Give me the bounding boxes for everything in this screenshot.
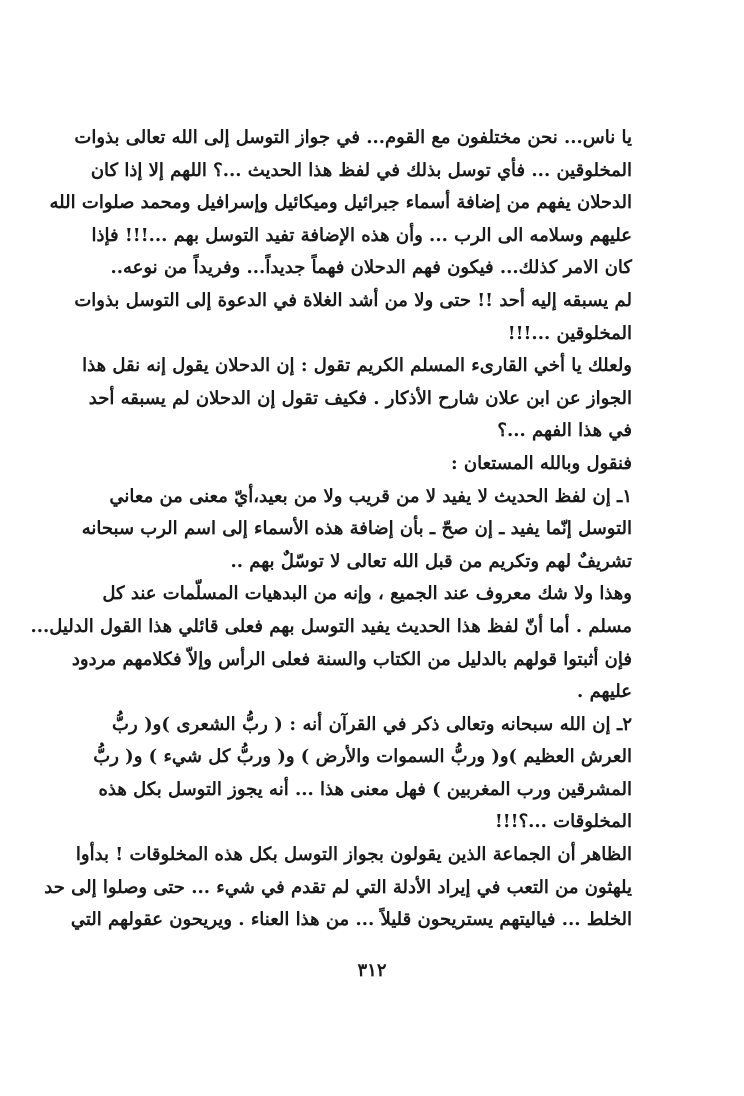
text-line: فإن أثبتوا قولهم بالدليل من الكتاب والسنة فعلى الرأس وإلاّ فكلامهم مردود: [71, 648, 632, 670]
text-line: المشرقين ورب المغربين ) فهل معنى هذا ... أنه يجوز التوسل بكل هذه: [98, 778, 632, 800]
text-line: المخلوقين ... فأي توسل بذلك في لفظ هذا الحديث ...؟ اللهم إلا إذا كان: [90, 159, 632, 181]
body-text: [30, 122, 632, 937]
text-line: المخلوقين ...!!!: [507, 322, 632, 344]
text-line: وهذا ولا شك معروف عند الجميع ، وإنه من البدهيات المسلّمات عند كل: [102, 583, 632, 605]
text-line: التوسل إنّما يفيد ـ إن صحّ ـ بأن إضافة هذه الأسماء إلى اسم الرب سبحانه: [81, 518, 632, 540]
text-line: تشريفٌ لهم وتكريم من قبل الله تعالى لا توسّلٌ بهم ..: [230, 550, 632, 572]
text-line: الخلط ... فياليتهم يستريحون قليلاً ... من هذا العناء . ويريحون عقولهم التي: [70, 909, 632, 931]
page-number: ٣١٢: [357, 960, 387, 981]
text-line: في هذا الفهم ...؟: [497, 420, 632, 442]
text-line: كان الامر كذلك... فيكون فهم الدحلان فهماً جديداً... وفريداً من نوعه..: [110, 257, 632, 279]
text-line: عليهم وسلامه الى الرب ... وأن هذه الإضافة تفيد التوسل بهم ...!!! فإذا: [91, 224, 632, 246]
text-line: مسلم . أما أنّ لفظ هذا الحديث يفيد التوسل بهم فعلى قائلي هذا القول الدليل...: [30, 615, 632, 637]
text-line: يا ناس... نحن مختلفون مع القوم... في جواز التوسل إلى الله تعالى بذوات: [74, 127, 632, 148]
text-line: فنقول وبالله المستعان :: [450, 452, 632, 474]
text-line: الجواز عن ابن علان شارح الأذكار . فكيف تقول إن الدحلان لم يسبقه أحد: [88, 387, 632, 409]
text-line: الظاهر أن الجماعة الذين يقولون بجواز التوسل بكل هذه المخلوقات ! بدأوا: [75, 844, 632, 866]
text-line: الدحلان يفهم من إضافة أسماء جبرائيل وميكائيل وإسرافيل ومحمد صلوات الله: [49, 192, 632, 214]
text-line: عليهم .: [577, 681, 632, 703]
text-line: ٢ـ إن الله سبحانه وتعالى ذكر في القرآن أنه : ( ربُّ الشعرى )و( ربُّ: [112, 713, 632, 735]
text-line: لم يسبقه إليه أحد !! حتى ولا من أشد الغلاة في الدعوة إلى التوسل بذوات: [74, 289, 632, 311]
text-line: ١ـ إن لفظ الحديث لا يفيد لا من قريب ولا من بعيد،أيّ معنى من معاني: [109, 485, 632, 507]
text-line: يلهثون من التعب في إيراد الأدلة التي لم تقدم في شيء ... حتى وصلوا إلى حد: [44, 876, 632, 898]
text-line: ولعلك يا أخي القارىء المسلم الكريم تقول : إن الدحلان يقول إنه نقل هذا: [82, 355, 632, 377]
text-line: العرش العظيم )و( وربُّ السموات والأرض ) و( وربُّ كل شيء ) و( ربُّ: [93, 746, 632, 768]
text-line: المخلوقات ...؟!!!: [494, 811, 632, 833]
